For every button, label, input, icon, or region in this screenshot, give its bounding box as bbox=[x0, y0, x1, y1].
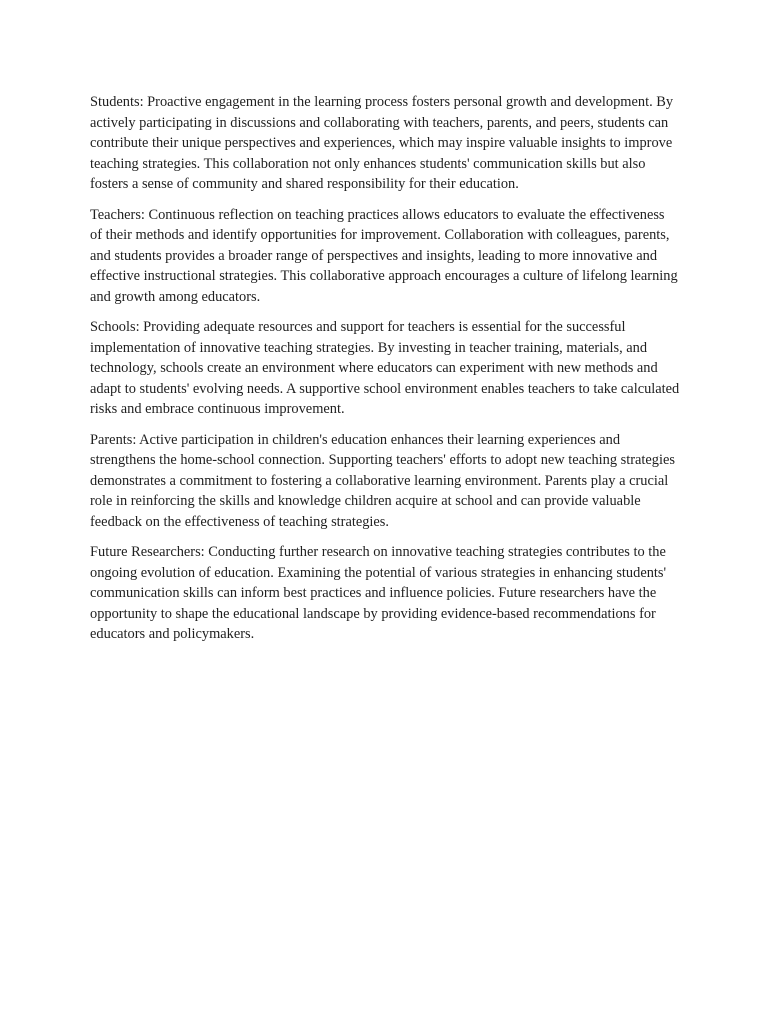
paragraph-students: Students: Proactive engagement in the learning process fosters personal growth and development. By actively participating in discussions and collaborating with teachers, parents, and peers, students can contribute their unique perspectives and experiences, which may inspire valuable insights to improve teaching strategies. This collaboration not only enhances students' communication skills but also fosters a sense of community and shared responsibility for their education. bbox=[90, 94, 674, 192]
paragraph-teachers: Teachers: Continuous reflection on teaching practices allows educators to evaluate the effectiveness of their methods and identify opportunities for improvement. Collaboration with colleagues, parents, and students provides a broader range of perspectives and insights, leading to more innovative and effective instructional strategies. This collaborative approach encourages a culture of lifelong learning and growth among educators. bbox=[90, 206, 678, 305]
paragraph-future-researchers: Future Researchers: Conducting further research on innovative teaching strategies contributes to the ongoing evolution of education. Examining the potential of various strategies in enhancing students' communication skills can inform best practices and influence policies. Future researchers have the opportunity to shape the educational landscape by providing evidence-based recommendations for educators and policymakers. bbox=[90, 544, 667, 642]
paragraph-parents: Parents: Active participation in children's education enhances their learning experiences and strengthens the home-school connection. Supporting teachers' efforts to adopt new teaching strategies demonstrates a commitment to fostering a collaborative learning environment. Parents play a crucial role in reinforcing the skills and knowledge children acquire at school and can provide valuable feedback on the effectiveness of teaching strategies. bbox=[90, 431, 675, 530]
document-page bbox=[90, 92, 680, 655]
paragraph-schools: Schools: Providing adequate resources and support for teachers is essential for the successful implementation of innovative teaching strategies. By investing in teacher training, materials, and technology, schools create an environment where educators can experiment with new methods and adapt to students' evolving needs. A supportive school environment enables teachers to take calculated risks and embrace continuous improvement. bbox=[90, 319, 680, 417]
